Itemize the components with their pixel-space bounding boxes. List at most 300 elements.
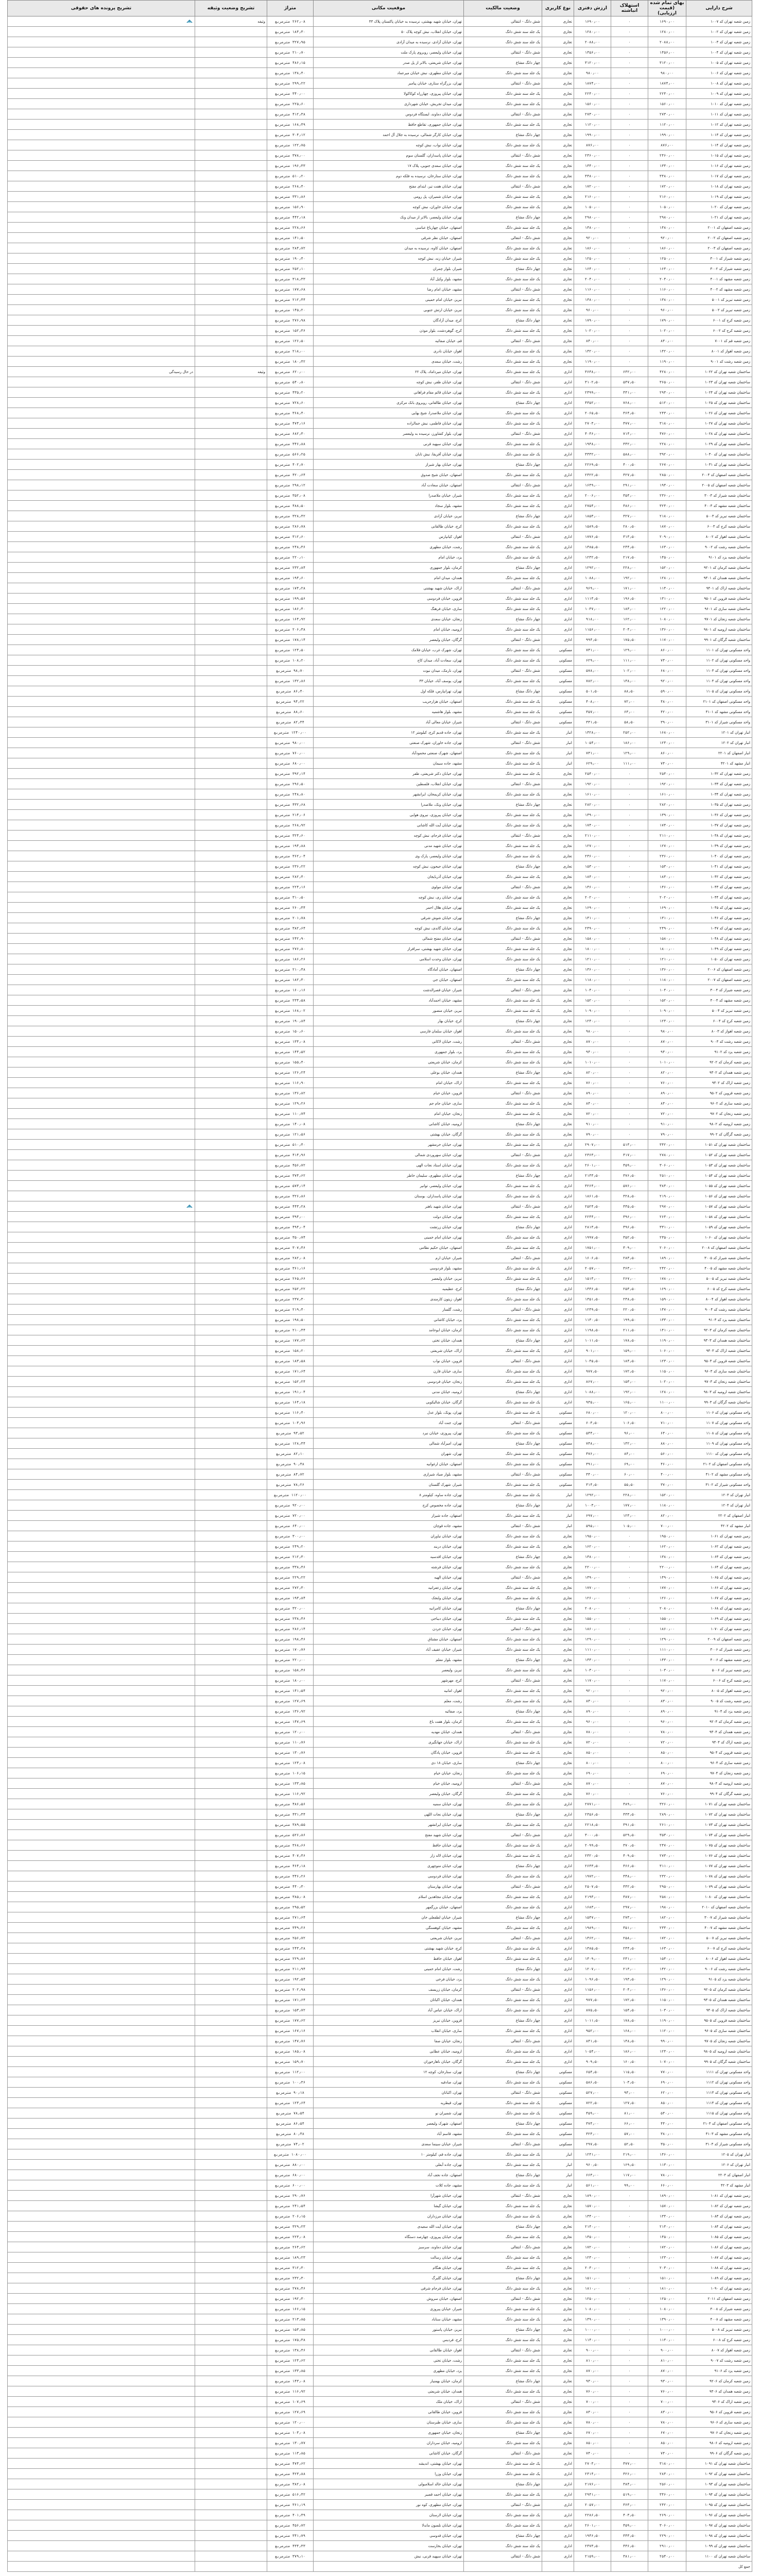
cost-cell: ۸۴۰٫۰۰	[648, 336, 686, 346]
collateral-status-cell	[195, 1665, 267, 1675]
accumulated-depreciation-cell: ۰	[611, 2407, 648, 2417]
usage-type-cell: تجاری	[542, 1675, 574, 1686]
cost-cell: ۲۱۱۰٫۰۰	[648, 831, 686, 841]
cost-cell: ۱۶۸۰٫۰۰	[648, 727, 686, 738]
accumulated-depreciation-cell: ۰	[611, 16, 648, 27]
collateral-status-cell	[195, 1284, 267, 1294]
location-cell: ساری، خیابان قارن	[314, 1366, 464, 1377]
accumulated-depreciation-cell: ۰	[611, 1026, 648, 1037]
table-row	[8, 223, 752, 233]
area-cell: ۵۱۶٫۴۲ مترمربع	[267, 2489, 314, 2500]
collateral-status-cell	[195, 655, 267, 666]
cost-cell: ۲۴۲۰٫۰۰	[648, 2500, 686, 2510]
legal-case-cell	[8, 264, 195, 274]
ownership-status-cell: یک جلد سند شش دانگ	[464, 944, 542, 954]
ownership-status-cell: چهار دانگ مشاع	[464, 1603, 542, 1614]
area-cell: ۷۸٫۲۶ مترمربع	[267, 1480, 314, 1490]
location-cell: تبریز، خیابان آزادی	[314, 511, 464, 521]
area-cell: ۸۶٫۴۰ مترمربع	[267, 686, 314, 697]
ownership-status-cell: شش دانگ - انتقالی	[464, 779, 542, 789]
usage-type-cell: اداری	[542, 1222, 574, 1232]
book-value-cell: ۲۹۸۰٫۰۰	[574, 212, 611, 223]
asset-description-cell: واحد مسکونی تهران کد ۱۱۱۵	[686, 2108, 752, 2119]
usage-type-cell: مسکونی	[542, 1480, 574, 1490]
table-row	[8, 738, 752, 748]
area-cell: ۲۴۸٫۳۶ مترمربع	[267, 542, 314, 552]
usage-type-cell: مسکونی	[542, 697, 574, 707]
collateral-status-cell	[195, 521, 267, 532]
area-cell: ۲۱۲٫۳۰ مترمربع	[267, 1552, 314, 1562]
area-cell: ۱۶۸٫۴۹ مترمربع	[267, 120, 314, 130]
book-value-cell: ۱۶۹۰٫۰۰	[574, 16, 611, 27]
asset-description-cell: واحد مسکونی مشهد کد ۴۱۰۳	[686, 2129, 752, 2139]
ownership-status-cell: شش دانگ - انتقالی	[464, 1727, 542, 1737]
ownership-status-cell: یک جلد سند شش دانگ	[464, 1789, 542, 1799]
accumulated-depreciation-cell: ۰	[611, 1119, 648, 1129]
usage-type-cell: اداری	[542, 1284, 574, 1294]
asset-description-cell: زمین شعبه تهران کد ۱۰۳۷	[686, 820, 752, 831]
ownership-status-cell: چهار دانگ مشاع	[464, 2428, 542, 2438]
cost-cell: ۴۸۰٫۰۰	[648, 697, 686, 707]
book-value-cell: ۸۲۰٫۰۰	[574, 1067, 611, 1078]
cost-cell: ۲۹۵۰٫۰۰	[648, 1882, 686, 1892]
area-cell: ۳۳۱٫۸۶ مترمربع	[267, 192, 314, 202]
ownership-status-cell: یک جلد سند شش دانگ	[464, 1057, 542, 1067]
location-cell: تهران، خیابان شریعتی، بالاتر از پل صدر	[314, 58, 464, 68]
book-value-cell: ۲۵۲۴٫۵۰	[574, 1201, 611, 1212]
collateral-status-cell	[195, 583, 267, 594]
location-cell: تهران، پونک، بلوار عدل	[314, 1408, 464, 1418]
ownership-status-cell: شش دانگ - انتقالی	[464, 1521, 542, 1531]
usage-type-cell: اداری	[542, 2510, 574, 2520]
table-row	[8, 2562, 752, 2572]
usage-type-cell: اداری	[542, 511, 574, 521]
legal-case-cell	[8, 357, 195, 367]
accumulated-depreciation-cell: ۰	[611, 243, 648, 253]
book-value-cell: ۳۹۱٫۰۰	[574, 1459, 611, 1469]
table-row	[8, 2077, 752, 2088]
area-cell: ۲۸۴٫۷۲ مترمربع	[267, 243, 314, 253]
cost-cell: ۱۳۶۰٫۰۰	[648, 624, 686, 635]
location-cell: تهران، خیابان گلبرگ	[314, 2273, 464, 2283]
asset-description-cell: زمین شعبه مشهد کد ۴۰۰۱	[686, 274, 752, 284]
table-row	[8, 2417, 752, 2428]
accumulated-depreciation-cell: ۰	[611, 27, 648, 37]
accumulated-depreciation-cell: ۱۱۵٫۵۰	[611, 2067, 648, 2077]
area-cell: ۲۶۸٫۴۰ مترمربع	[267, 181, 314, 192]
usage-type-cell: تجاری	[542, 1531, 574, 1541]
table-row	[8, 1912, 752, 1923]
asset-description-cell: انبار اصفهان کد ۲۲۰۱	[686, 748, 752, 758]
area-cell: ۱۰۸٫۲۰ مترمربع	[267, 655, 314, 666]
collateral-status-cell	[195, 99, 267, 109]
book-value-cell: ۲۰۴۰٫۰۰	[574, 274, 611, 284]
accumulated-depreciation-cell: ۱۲۳٫۰۰	[611, 1511, 648, 1521]
cost-cell: ۲۳۲۰٫۰۰	[648, 1871, 686, 1882]
ownership-status-cell: چهار دانگ مشاع	[464, 2531, 542, 2541]
cost-cell: ۸۴۰٫۰۰	[648, 1098, 686, 1109]
book-value-cell: ۲۱۶۰٫۰۰	[574, 192, 611, 202]
location-cell: تهران، شهرک غرب، خیابان فلامک	[314, 645, 464, 655]
accumulated-depreciation-cell: ۰	[611, 2376, 648, 2386]
asset-description-cell: ساختمان شعبه تهران کد ۱۰۲۹	[686, 439, 752, 449]
asset-description-cell: زمین شعبه اراک کد ۹۴۰۲	[686, 1078, 752, 1088]
cost-cell: ۲۳۴۰٫۰۰	[648, 1923, 686, 1933]
asset-description-cell: ساختمان شعبه اهواز کد ۸۰۰۴	[686, 1294, 752, 1304]
cost-cell: ۲۹۸۰٫۰۰	[648, 212, 686, 223]
ownership-status-cell: شش دانگ - انتقالی	[464, 1778, 542, 1789]
cost-cell: ۲۸۹۰٫۰۰	[648, 1809, 686, 1820]
accumulated-depreciation-cell: ۰	[611, 315, 648, 326]
asset-description-cell: واحد مسکونی تهران کد ۱۱۱۱	[686, 2067, 752, 2077]
asset-description-cell: زمین شعبه زنجان کد ۹۷۰۴	[686, 1768, 752, 1778]
book-value-cell: ۹۶۰٫۰۰	[574, 305, 611, 315]
usage-type-cell: اداری	[542, 604, 574, 614]
location-cell: اصفهان، خیابان نظر شرقی	[314, 233, 464, 243]
asset-description-cell: زمین شعبه تهران کد ۱۰۸۷	[686, 2252, 752, 2263]
area-cell: ۲۷۱٫۶۴ مترمربع	[267, 1912, 314, 1923]
usage-type-cell: اداری	[542, 449, 574, 460]
collateral-status-cell	[195, 2304, 267, 2314]
usage-type-cell: تجاری	[542, 243, 574, 253]
book-value-cell: ۶۶۳٫۰۰	[574, 2170, 611, 2180]
table-row	[8, 2366, 752, 2376]
usage-type-cell: اداری	[542, 2469, 574, 2479]
accumulated-depreciation-cell: ۱۱۱٫۰۰	[611, 758, 648, 769]
collateral-status-cell	[195, 130, 267, 140]
legal-case-cell	[8, 1572, 195, 1583]
book-value-cell: ۵۰۱٫۵۰	[574, 686, 611, 697]
usage-type-cell: تجاری	[542, 923, 574, 934]
usage-type-cell: مسکونی	[542, 2067, 574, 2077]
location-cell: تهران، خیابان انقلاب، فلسطین	[314, 779, 464, 789]
book-value-cell: ۲۰۲۰٫۰۰	[574, 892, 611, 903]
area-cell: ۱۳۲٫۸۶ مترمربع	[267, 676, 314, 686]
accumulated-depreciation-cell: ۲۱۱٫۵۰	[611, 1325, 648, 1335]
ownership-status-cell: شش دانگ - انتقالی	[464, 1624, 542, 1634]
table-row	[8, 480, 752, 490]
ownership-status-cell: یک جلد سند شش دانگ	[464, 1820, 542, 1830]
ownership-status-cell: یک جلد سند شش دانگ	[464, 305, 542, 315]
legal-case-cell	[8, 1325, 195, 1335]
legal-case-cell	[8, 1634, 195, 1645]
ownership-status-cell: یک جلد سند شش دانگ	[464, 2046, 542, 2057]
legal-case-cell	[8, 2108, 195, 2119]
collateral-status-cell	[195, 1985, 267, 1995]
asset-description-cell: ساختمان شعبه تهران کد ۱۰۸۰	[686, 1892, 752, 1902]
location-cell: تهران، قیطریه	[314, 2098, 464, 2108]
area-cell: ۲۳۴٫۵۸ مترمربع	[267, 995, 314, 1006]
collateral-status-cell	[195, 2489, 267, 2500]
collateral-status-cell	[195, 1016, 267, 1026]
table-row	[8, 27, 752, 37]
location-cell: تهران، خیابان طالقانی، روبروی بانک مرکزی	[314, 398, 464, 408]
usage-type-cell: اداری	[542, 460, 574, 470]
area-cell: ۱۶۷٫۱۶ مترمربع	[267, 2026, 314, 2036]
cost-cell: ۱۲۴۰٫۰۰	[648, 738, 686, 748]
asset-description-cell: زمین شعبه اصفهان کد ۲۰۰۱	[686, 223, 752, 233]
legal-case-cell	[8, 882, 195, 892]
table-row	[8, 387, 752, 398]
cost-cell: ۱۹۵۰٫۰۰	[648, 1531, 686, 1541]
accumulated-depreciation-cell: ۱۴۸٫۵۰	[611, 2036, 648, 2046]
table-row	[8, 2242, 752, 2252]
collateral-status-cell	[195, 2407, 267, 2417]
cost-cell: ۲۰۳۰٫۰۰	[648, 2263, 686, 2273]
area-cell: ۱۱۶٫۴۰ مترمربع	[267, 1408, 314, 1418]
collateral-status-cell	[195, 1459, 267, 1469]
cost-cell: ۱۲۸۰٫۰۰	[648, 27, 686, 37]
usage-type-cell: مسکونی	[542, 2088, 574, 2098]
book-value-cell: ۱۴۶۲٫۰۰	[574, 1933, 611, 1943]
ownership-status-cell: شش دانگ - انتقالی	[464, 1150, 542, 1160]
location-cell: تهران، جاده قم، کیلومتر ۱۰	[314, 2149, 464, 2160]
collateral-status-cell	[195, 2160, 267, 2170]
area-cell: ۱۱۳٫۸۵ مترمربع	[267, 2448, 314, 2459]
asset-description-cell: زمین شعبه تهران کد ۱۰۰۵	[686, 58, 752, 68]
collateral-status-cell	[195, 1274, 267, 1284]
area-cell: ۱۱۶٫۹۲ مترمربع	[267, 1789, 314, 1799]
book-value-cell: ۶۲۹٫۰۰	[574, 655, 611, 666]
cost-cell: ۳۹۰٫۰۰	[648, 717, 686, 727]
collateral-status-cell	[195, 779, 267, 789]
cost-cell: ۲۵۴۰٫۰۰	[648, 769, 686, 779]
asset-description-cell: ساختمان شعبه تهران کد ۱۰۷۷	[686, 1861, 752, 1871]
book-value-cell: ۹۰۰٫۰۰	[574, 2345, 611, 2355]
accumulated-depreciation-cell: ۰	[611, 923, 648, 934]
legal-case-cell	[8, 1871, 195, 1882]
usage-type-cell: انبار	[542, 1500, 574, 1511]
table-row	[8, 1325, 752, 1335]
collateral-status-cell	[195, 68, 267, 78]
book-value-cell: ۱۹۳۸٫۰۰	[574, 439, 611, 449]
asset-description-cell: ساختمان شعبه تبریز کد ۵۰۰۷	[686, 1933, 752, 1943]
table-row	[8, 2428, 752, 2438]
legal-case-cell	[8, 223, 195, 233]
book-value-cell: ۱۷۲۰٫۰۰	[574, 2242, 611, 2252]
book-value-cell: ۱۲۹۲٫۰۰	[574, 563, 611, 573]
ownership-status-cell: یک جلد سند شش دانگ	[464, 1232, 542, 1243]
usage-type-cell: مسکونی	[542, 1428, 574, 1438]
asset-description-cell: ساختمان شعبه تهران کد ۱۰۷۸	[686, 1871, 752, 1882]
location-cell: کرج، خیابان بهار	[314, 1016, 464, 1026]
collateral-status-cell	[195, 861, 267, 872]
area-cell: ۲۹۶٫۵۰ مترمربع	[267, 779, 314, 789]
accumulated-depreciation-cell: ۰	[611, 2428, 648, 2438]
collateral-status-cell	[195, 150, 267, 161]
book-value-cell: ۱۴۳۰٫۰۰	[574, 1655, 611, 1665]
collateral-status-cell	[195, 1686, 267, 1696]
book-value-cell: ۶۹۷٫۰۰	[574, 1511, 611, 1521]
usage-type-cell: تجاری	[542, 253, 574, 264]
ownership-status-cell: شش دانگ - انتقالی	[464, 934, 542, 944]
collateral-status-cell	[195, 202, 267, 212]
legal-case-cell	[8, 202, 195, 212]
location-cell: اصفهان، خیابان آمادگاه	[314, 964, 464, 975]
location-cell: اصفهان، خیابان مشتاق	[314, 1634, 464, 1645]
cost-cell: ۳۴۸۰٫۰۰	[648, 171, 686, 181]
ownership-status-cell: چهار دانگ مشاع	[464, 1552, 542, 1562]
cost-cell: ۳۹۲۰٫۰۰	[648, 449, 686, 460]
legal-case-cell	[8, 1129, 195, 1140]
legal-case-cell	[8, 1851, 195, 1861]
collateral-status-cell	[195, 2201, 267, 2211]
area-cell: ۳۲۸٫۴۲ مترمربع	[267, 511, 314, 521]
book-value-cell: ۷۲۰٫۰۰	[574, 1109, 611, 1119]
asset-description-cell: زمین شعبه اصفهان کد ۲۰۰۲	[686, 233, 752, 243]
area-cell: ۲۷۶٫۹۸ مترمربع	[267, 315, 314, 326]
ownership-status-cell: یک جلد سند شش دانگ	[464, 1562, 542, 1572]
location-cell: تهران، خیابان گاندی، نبش کوچه	[314, 923, 464, 934]
cost-cell: ۱۸۷۰٫۰۰	[648, 521, 686, 532]
table-row	[8, 861, 752, 872]
book-value-cell: ۱۸۰۰٫۰۰	[574, 944, 611, 954]
ownership-status-cell: یک جلد سند شش دانگ	[464, 1428, 542, 1438]
table-row	[8, 913, 752, 923]
legal-case-cell	[8, 2366, 195, 2376]
accumulated-depreciation-cell: ۴۲۶٫۰۰	[611, 2469, 648, 2479]
table-row	[8, 1552, 752, 1562]
location-cell: ارومیه، خیابان مدنی	[314, 1387, 464, 1397]
accumulated-depreciation-cell: ۲۰۴٫۰۰	[611, 624, 648, 635]
asset-description-cell: زمین شعبه تهران کد ۱۰۸۲	[686, 2201, 752, 2211]
book-value-cell: ۱۵۱۳٫۰۰	[574, 1274, 611, 1284]
ownership-status-cell: شش دانگ - انتقالی	[464, 2139, 542, 2149]
legal-case-cell	[8, 1882, 195, 1892]
collateral-status-cell	[195, 2263, 267, 2273]
area-cell: ۱۱۲٫۰۰ مترمربع	[267, 2067, 314, 2077]
asset-description-cell: ساختمان شعبه شیراز کد ۳۰۰۷	[686, 1912, 752, 1923]
collateral-status-cell	[195, 635, 267, 645]
table-row	[8, 1541, 752, 1552]
asset-description-cell: زمین شعبه یزد کد ۹۱۰۴	[686, 1706, 752, 1717]
table-row	[8, 2108, 752, 2119]
ownership-status-cell: یک جلد سند شش دانگ	[464, 975, 542, 985]
ownership-status-cell: چهار دانگ مشاع	[464, 2119, 542, 2129]
accumulated-depreciation-cell: ۰	[611, 2304, 648, 2314]
asset-description-cell: انبار تهران کد ۱۲۰۳	[686, 1490, 752, 1500]
cost-cell: ۱۸۴۰٫۰۰	[648, 872, 686, 882]
cost-cell: ۱۶۹۰٫۰۰	[648, 16, 686, 27]
book-value-cell: ۱۸۹۰٫۰۰	[574, 2191, 611, 2201]
book-value-cell: ۱۴۲۰٫۰۰	[574, 346, 611, 357]
asset-description-cell: زمین شعبه تهران کد ۱۰۶۳	[686, 1552, 752, 1562]
table-row	[8, 2180, 752, 2191]
legal-case-cell	[8, 2355, 195, 2366]
legal-case-cell	[8, 2046, 195, 2057]
book-value-cell: ۱۰۵۴٫۰۰	[574, 2046, 611, 2057]
accumulated-depreciation-cell: ۰	[611, 1593, 648, 1603]
legal-case-cell	[8, 295, 195, 305]
table-row	[8, 1645, 752, 1655]
collateral-status-cell	[195, 2551, 267, 2562]
location-cell: همدان، میدان امام	[314, 573, 464, 583]
cost-cell: ۱۱۵۰٫۰۰	[648, 1366, 686, 1377]
table-row	[8, 1480, 752, 1490]
cost-cell: ۱۵۷۰٫۰۰	[648, 2201, 686, 2211]
table-row	[8, 1366, 752, 1377]
table-row	[8, 1243, 752, 1253]
table-row	[8, 1098, 752, 1109]
collateral-status-cell	[195, 2562, 267, 2572]
book-value-cell: ۷۸۰٫۰۰	[574, 1727, 611, 1737]
legal-case-cell	[8, 2283, 195, 2294]
book-value-cell: ۱۱۵۶٫۰۰	[574, 1985, 611, 1995]
book-value-cell: ۱۰۱۱٫۵۰	[574, 1335, 611, 1346]
collateral-status-cell	[195, 2510, 267, 2520]
usage-type-cell: مسکونی	[542, 2119, 574, 2129]
usage-type-cell: تجاری	[542, 1541, 574, 1552]
usage-type-cell: اداری	[542, 439, 574, 449]
accumulated-depreciation-cell: ۴۸۶٫۰۰	[611, 501, 648, 511]
area-cell: ۲۸۶٫۷۸ مترمربع	[267, 521, 314, 532]
table-row	[8, 212, 752, 223]
usage-type-cell: اداری	[542, 2500, 574, 2510]
cost-cell: ۱۴۶۰٫۰۰	[648, 882, 686, 892]
accumulated-depreciation-cell: ۰	[611, 964, 648, 975]
accumulated-depreciation-cell: ۲۵۸٫۰۰	[611, 1933, 648, 1943]
table-row	[8, 1758, 752, 1768]
book-value-cell: ۱۲۱۰٫۰۰	[574, 954, 611, 964]
legal-case-cell	[8, 336, 195, 346]
table-row	[8, 2273, 752, 2283]
location-cell: تهران، خیابان ولیعصر، روبروی پارک ملت	[314, 47, 464, 58]
legal-case-cell	[8, 501, 195, 511]
book-value-cell: ۹۶۰٫۵۰	[574, 2160, 611, 2170]
location-cell: تهران، خیابان ایرانشهر	[314, 1820, 464, 1830]
ownership-status-cell: یک جلد سند شش دانگ	[464, 1737, 542, 1748]
table-row	[8, 2510, 752, 2520]
cost-cell: ۷۱۰٫۰۰	[648, 1418, 686, 1428]
location-cell: زنجان، خیابان خیام	[314, 1768, 464, 1778]
cost-cell: ۷۶۰٫۰۰	[648, 2386, 686, 2397]
cost-cell: ۳۴۶۰٫۰۰	[648, 2489, 686, 2500]
legal-case-cell	[8, 1418, 195, 1428]
collateral-status-cell	[195, 1109, 267, 1119]
area-cell: ۳۴۶٫۲۶ مترمربع	[267, 1871, 314, 1882]
accumulated-depreciation-cell: ۰	[611, 284, 648, 295]
ownership-status-cell: یک جلد سند شش دانگ	[464, 2469, 542, 2479]
usage-type-cell: تجاری	[542, 99, 574, 109]
book-value-cell: ۷۹۰٫۰۰	[574, 1129, 611, 1140]
asset-description-cell: واحد مسکونی تهران کد ۱۱۱۳	[686, 2088, 752, 2098]
asset-description-cell: ساختمان شعبه اصفهان کد ۲۰۰۵	[686, 480, 752, 490]
book-value-cell: ۵۷۸٫۰۰	[574, 666, 611, 676]
usage-type-cell: اداری	[542, 1943, 574, 1954]
asset-description-cell: زمین شعبه کرج کد ۶۰۰۴	[686, 1016, 752, 1026]
cost-cell: ۱۰۱۰٫۰۰	[648, 1057, 686, 1067]
ownership-status-cell: یک جلد سند شش دانگ	[464, 1748, 542, 1758]
cost-cell: ۸۸۰٫۰۰	[648, 1438, 686, 1449]
usage-type-cell: اداری	[542, 398, 574, 408]
asset-description-cell: زمین شعبه مشهد کد ۴۰۰۶	[686, 1655, 752, 1665]
ownership-status-cell: یک جلد سند شش دانگ	[464, 2180, 542, 2191]
legal-case-cell	[8, 1933, 195, 1943]
accumulated-depreciation-cell: ۰	[611, 2294, 648, 2304]
ownership-status-cell: چهار دانگ مشاع	[464, 264, 542, 274]
table-row	[8, 2376, 752, 2386]
location-cell: تهران، خیابان پیروزی، چهارراه کوکاکولا	[314, 89, 464, 99]
area-cell: ۳۸۲٫۰۸ مترمربع	[267, 2479, 314, 2489]
book-value-cell: ۳۷۴٫۰۰	[574, 2119, 611, 2129]
usage-type-cell: اداری	[542, 1356, 574, 1366]
cost-cell: ۸۵۰٫۰۰	[648, 1748, 686, 1758]
area-cell: ۳۱۸٫۳۳ مترمربع	[267, 274, 314, 284]
area-cell: ۱۳۰٫۷۷ مترمربع	[267, 2438, 314, 2448]
cost-cell: ۱۵۵۰٫۰۰	[648, 1614, 686, 1624]
ownership-status-cell: یک جلد سند شش دانگ	[464, 2314, 542, 2325]
legal-case-cell	[8, 1923, 195, 1933]
